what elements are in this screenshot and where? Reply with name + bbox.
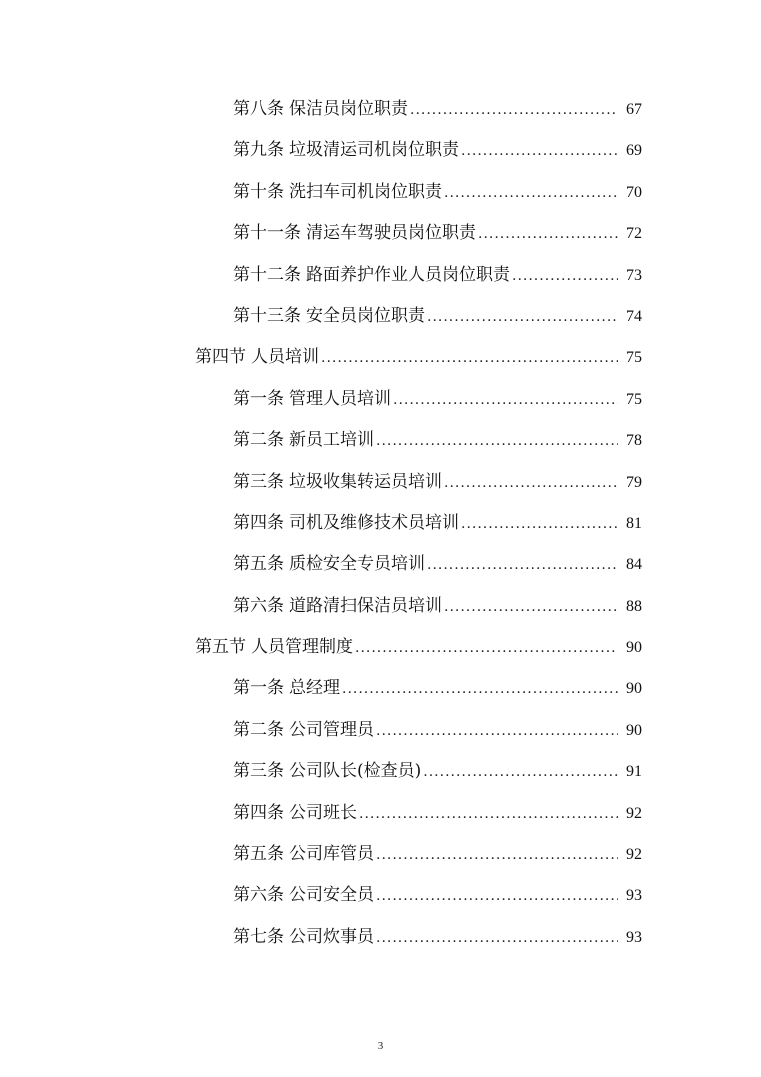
dot-leader xyxy=(444,595,618,619)
toc-entry-text: 公司管理员 xyxy=(289,719,374,740)
toc-article-entry[interactable] xyxy=(0,97,761,138)
toc-entry-number: 第八条 xyxy=(233,99,284,119)
toc-article-entry[interactable] xyxy=(0,304,761,345)
toc-entry-number: 第五条 xyxy=(233,844,284,865)
dot-leader xyxy=(423,760,618,784)
toc-entry-text: 人员培训 xyxy=(251,347,319,368)
toc-entry-title xyxy=(233,428,374,452)
toc-entry-text: 路面养护作业人员岗位职责 xyxy=(306,264,510,285)
toc-article-entry[interactable] xyxy=(0,925,761,966)
toc-entry-title xyxy=(233,676,340,700)
dot-leader xyxy=(410,98,618,122)
toc-entry-text: 垃圾收集转运员培训 xyxy=(289,471,442,492)
toc-section-entry[interactable] xyxy=(0,345,761,386)
toc-entry-page-number: 69 xyxy=(626,142,642,160)
toc-entry-text: 公司安全员 xyxy=(289,885,374,906)
toc-entry-number: 第五条 xyxy=(233,554,284,575)
toc-entry-number: 第三条 xyxy=(233,761,284,782)
dot-leader xyxy=(461,139,618,163)
toc-article-entry[interactable] xyxy=(0,759,761,800)
toc-entry-page-number: 91 xyxy=(626,763,642,781)
dot-leader xyxy=(393,388,618,412)
toc-entry-text: 司机及维修技术员培训 xyxy=(289,512,459,533)
toc-section-entry[interactable] xyxy=(0,635,761,676)
toc-entry-number: 第十三条 xyxy=(233,305,301,326)
toc-article-entry[interactable] xyxy=(0,801,761,842)
toc-entry-title xyxy=(195,345,319,369)
dot-leader xyxy=(461,512,618,536)
dot-leader xyxy=(376,926,618,950)
toc-entry-title xyxy=(233,304,425,328)
toc-entry-title xyxy=(233,883,374,907)
toc-article-entry[interactable] xyxy=(0,221,761,262)
toc-entry-number: 第十一条 xyxy=(233,223,301,244)
toc-entry-page-number: 74 xyxy=(626,307,642,325)
toc-entry-page-number: 72 xyxy=(626,225,642,243)
dot-leader xyxy=(376,719,618,743)
dot-leader xyxy=(444,181,618,205)
toc-article-entry[interactable] xyxy=(0,263,761,304)
dot-leader xyxy=(478,222,618,246)
toc-entry-number: 第六条 xyxy=(233,885,284,906)
toc-entry-text: 公司班长 xyxy=(289,802,357,823)
toc-entry-page-number: 84 xyxy=(626,556,642,574)
toc-entry-title xyxy=(233,718,374,742)
toc-entry-title xyxy=(233,97,408,121)
toc-entry-number: 第二条 xyxy=(233,430,284,451)
dot-leader xyxy=(321,346,618,370)
toc-entry-page-number: 92 xyxy=(626,804,642,822)
toc-entry-page-number: 79 xyxy=(626,473,642,491)
toc-entry-title xyxy=(233,180,442,204)
toc-entry-page-number: 88 xyxy=(626,597,642,615)
toc-entry-text: 总经理 xyxy=(289,678,340,699)
toc-entry-page-number: 93 xyxy=(626,887,642,905)
toc-entry-number: 第四条 xyxy=(233,512,284,533)
dot-leader xyxy=(342,677,618,701)
toc-entry-text: 人员管理制度 xyxy=(251,637,353,658)
toc-entry-text: 洗扫车司机岗位职责 xyxy=(289,181,442,202)
toc-entry-number: 第九条 xyxy=(233,140,284,161)
toc-entry-page-number: 90 xyxy=(626,639,642,657)
toc-entry-number: 第十二条 xyxy=(233,264,301,285)
dot-leader xyxy=(427,553,618,577)
toc-article-entry[interactable] xyxy=(0,676,761,717)
toc-entry-page-number: 67 xyxy=(626,101,642,118)
toc-entry-page-number: 73 xyxy=(626,266,642,284)
toc-article-entry[interactable] xyxy=(0,552,761,593)
page-number: 3 xyxy=(377,1040,384,1052)
toc-entry-page-number: 75 xyxy=(626,349,642,367)
toc-entry-title xyxy=(233,552,425,576)
toc-entry-text: 安全员岗位职责 xyxy=(306,305,425,326)
toc-entry-page-number: 93 xyxy=(626,928,642,946)
toc-article-entry[interactable] xyxy=(0,718,761,759)
toc-entry-text: 公司队长(检查员) xyxy=(289,761,422,782)
toc-entry-page-number: 78 xyxy=(626,432,642,450)
toc-article-entry[interactable] xyxy=(0,470,761,511)
toc-entry-text: 公司库管员 xyxy=(289,844,374,865)
toc-entry-title xyxy=(233,470,442,494)
toc-entry-number: 第一条 xyxy=(233,388,284,409)
toc-entry-title xyxy=(233,221,476,245)
toc-entry-number: 第一条 xyxy=(233,678,284,699)
toc-entry-title xyxy=(233,842,374,866)
dot-leader xyxy=(376,429,618,453)
toc-entry-text: 管理人员培训 xyxy=(289,388,391,409)
toc-article-entry[interactable] xyxy=(0,180,761,221)
dot-leader xyxy=(376,884,618,908)
toc-entry-number: 第二条 xyxy=(233,719,284,740)
toc-article-entry[interactable] xyxy=(0,883,761,924)
toc-article-entry[interactable] xyxy=(0,842,761,883)
toc-entry-text: 清运车驾驶员岗位职责 xyxy=(306,223,476,244)
toc-entry-text: 质检安全专员培训 xyxy=(289,554,425,575)
toc-entry-title xyxy=(233,594,442,618)
toc-entry-number: 第四条 xyxy=(233,802,284,823)
toc-article-entry[interactable] xyxy=(0,138,761,179)
toc-entry-number: 第十条 xyxy=(233,181,284,202)
dot-leader xyxy=(355,636,618,660)
toc-entry-number: 第七条 xyxy=(233,926,284,947)
toc-entry-text: 新员工培训 xyxy=(289,430,374,451)
toc-entry-page-number: 90 xyxy=(626,721,642,739)
toc-entry-text: 公司炊事员 xyxy=(289,926,374,947)
toc-entry-text: 保洁员岗位职责 xyxy=(289,99,408,119)
toc-entry-page-number: 70 xyxy=(626,183,642,201)
toc-entry-title xyxy=(233,925,374,949)
table-of-contents xyxy=(0,97,761,966)
toc-entry-title xyxy=(233,801,357,825)
toc-entry-text: 垃圾清运司机岗位职责 xyxy=(289,140,459,161)
dot-leader xyxy=(376,843,618,867)
toc-entry-page-number: 81 xyxy=(626,514,642,532)
toc-article-entry[interactable] xyxy=(0,511,761,552)
dot-leader xyxy=(444,471,618,495)
toc-entry-title xyxy=(233,387,391,411)
toc-entry-number: 第五节 xyxy=(195,637,246,658)
toc-entry-number: 第三条 xyxy=(233,471,284,492)
toc-article-entry[interactable] xyxy=(0,594,761,635)
toc-entry-title xyxy=(233,263,510,287)
toc-entry-title xyxy=(233,759,421,783)
toc-entry-page-number: 90 xyxy=(626,680,642,698)
toc-entry-title xyxy=(195,635,353,659)
toc-entry-title xyxy=(233,138,459,162)
toc-entry-text: 道路清扫保洁员培训 xyxy=(289,595,442,616)
toc-entry-page-number: 92 xyxy=(626,846,642,864)
toc-entry-title xyxy=(233,511,459,535)
dot-leader xyxy=(427,305,618,329)
dot-leader xyxy=(359,802,618,826)
toc-entry-number: 第四节 xyxy=(195,347,246,368)
toc-entry-page-number: 75 xyxy=(626,390,642,408)
toc-article-entry[interactable] xyxy=(0,387,761,428)
toc-entry-number: 第六条 xyxy=(233,595,284,616)
toc-article-entry[interactable] xyxy=(0,428,761,469)
dot-leader xyxy=(512,264,618,288)
